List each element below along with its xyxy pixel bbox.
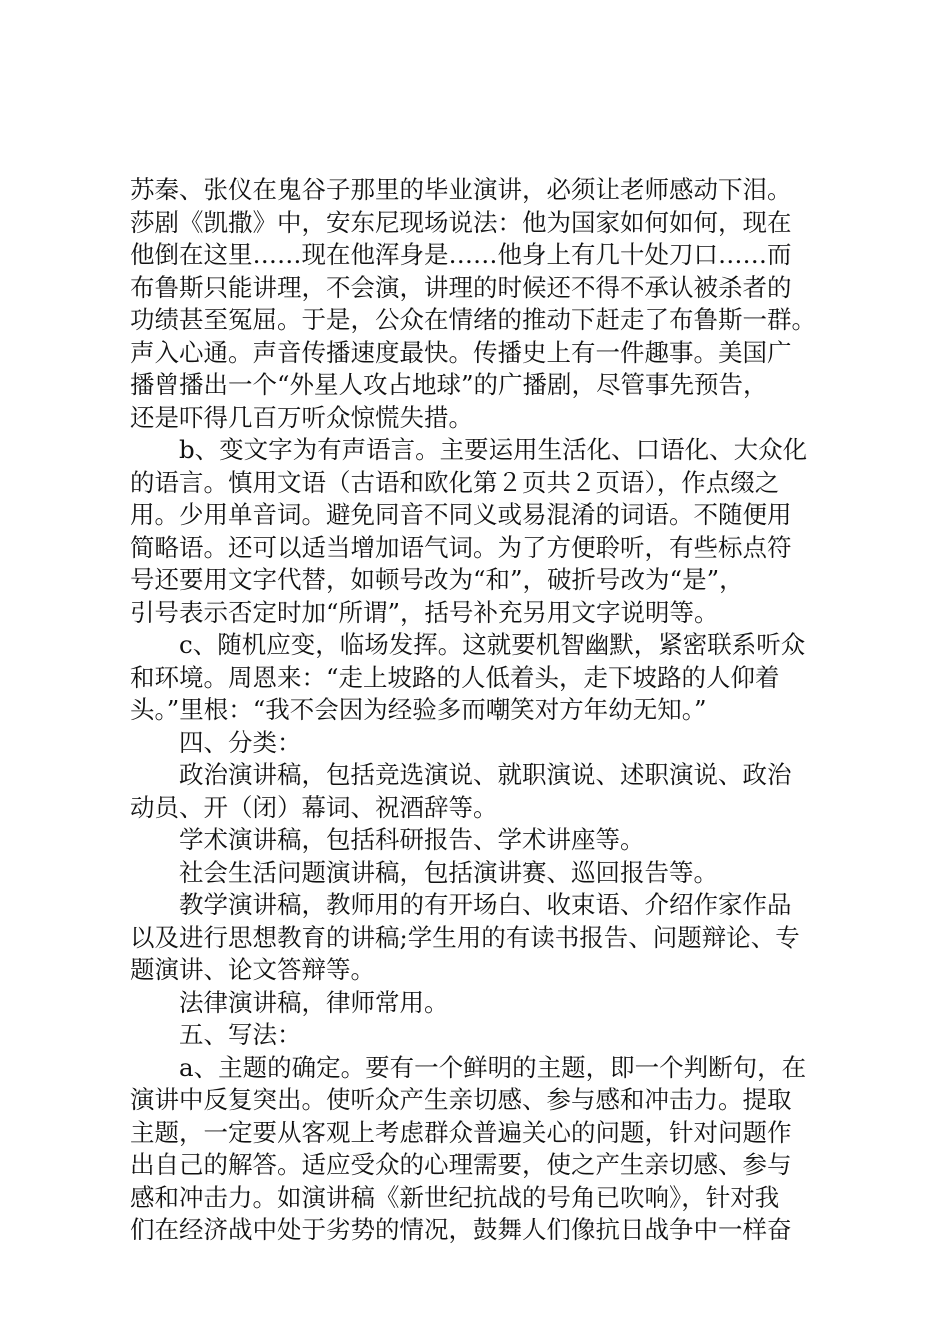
text-line: 简略语。还可以适当增加语气词。为了方便聆听，有些标点符	[130, 532, 792, 562]
text-line: 莎剧《凯撒》中，安东尼现场说法：他为国家如何如何，现在	[130, 207, 792, 237]
text-line: 感和冲击力。如演讲稿《新世纪抗战的号角已吹响》，针对我	[130, 1182, 780, 1212]
text-line: 政治演讲稿，包括竞选演说、就职演说、述职演说、政治	[179, 760, 792, 789]
text-line: 布鲁斯只能讲理，不会演，讲理的时候还不得不承认被杀者的	[130, 272, 792, 302]
text-line: 头。”里根：“我不会因为经验多而嘲笑对方年幼无知。”	[130, 695, 707, 724]
text-line: 学术演讲稿，包括科研报告、学术讲座等。	[179, 825, 645, 854]
text-line: 法律演讲稿，律师常用。	[179, 987, 449, 1017]
text-line: 们在经济战中处于劣势的情况，鼓舞人们像抗日战争中一样奋	[130, 1215, 792, 1244]
text-line: 教学演讲稿，教师用的有开场白、收束语、介绍作家作品	[179, 890, 792, 919]
text-line: 声入心通。声音传播速度最快。传播史上有一件趣事。美国广	[130, 337, 792, 367]
text-line: 播曾播出一个“外星人攻占地球”的广播剧，尽管事先预告，	[130, 370, 768, 399]
text-line: 苏秦、张仪在鬼谷子那里的毕业演讲，必须让老师感动下泪。	[130, 175, 792, 204]
text-line: 他倒在这里……现在他浑身是……他身上有几十处刀口……而	[130, 240, 792, 269]
text-line: 功绩甚至冤屈。于是，公众在情绪的推动下赶走了布鲁斯一群。	[130, 305, 816, 334]
text-line: c、随机应变，临场发挥。这就要机智幽默，紧密联系听众	[179, 630, 806, 659]
text-line: 动员、开（闭）幕词、祝酒辞等。	[130, 792, 498, 822]
text-line: 和环境。周恩来：“走上坡路的人低着头，走下坡路的人仰着	[130, 662, 780, 692]
text-line: 以及进行思想教育的讲稿;学生用的有读书报告、问题辩论、专	[130, 922, 800, 952]
text-line: 出自己的解答。适应受众的心理需要，使之产生亲切感、参与	[130, 1150, 792, 1179]
text-line: 主题，一定要从客观上考虑群众普遍关心的问题，针对问题作	[130, 1117, 792, 1147]
text-line: 引号表示否定时加“所谓”，括号补充另用文字说明等。	[130, 597, 719, 627]
text-line: 社会生活问题演讲稿，包括演讲赛、巡回报告等。	[179, 857, 718, 887]
document-body	[130, 174, 840, 1247]
text-line: 还是吓得几百万听众惊慌失措。	[130, 402, 473, 432]
text-line: a、主题的确定。要有一个鲜明的主题，即一个判断句，在	[179, 1052, 807, 1082]
text-line: 演讲中反复突出。使听众产生亲切感、参与感和冲击力。提取	[130, 1085, 792, 1114]
text-line: 五、写法：	[179, 1020, 302, 1049]
text-line: 用。少用单音词。避免同音不同义或易混淆的词语。不随便用	[130, 500, 792, 529]
text-line: 号还要用文字代替，如顿号改为“和”，破折号改为“是”，	[130, 565, 744, 594]
text-line: 的语言。慎用文语（古语和欧化第２页共２页语），作点缀之	[130, 467, 780, 497]
text-line: 题演讲、论文答辩等。	[130, 955, 375, 984]
text-line: b、变文字为有声语言。主要运用生活化、口语化、大众化	[179, 435, 808, 464]
text-line: 四、分类：	[179, 727, 302, 757]
